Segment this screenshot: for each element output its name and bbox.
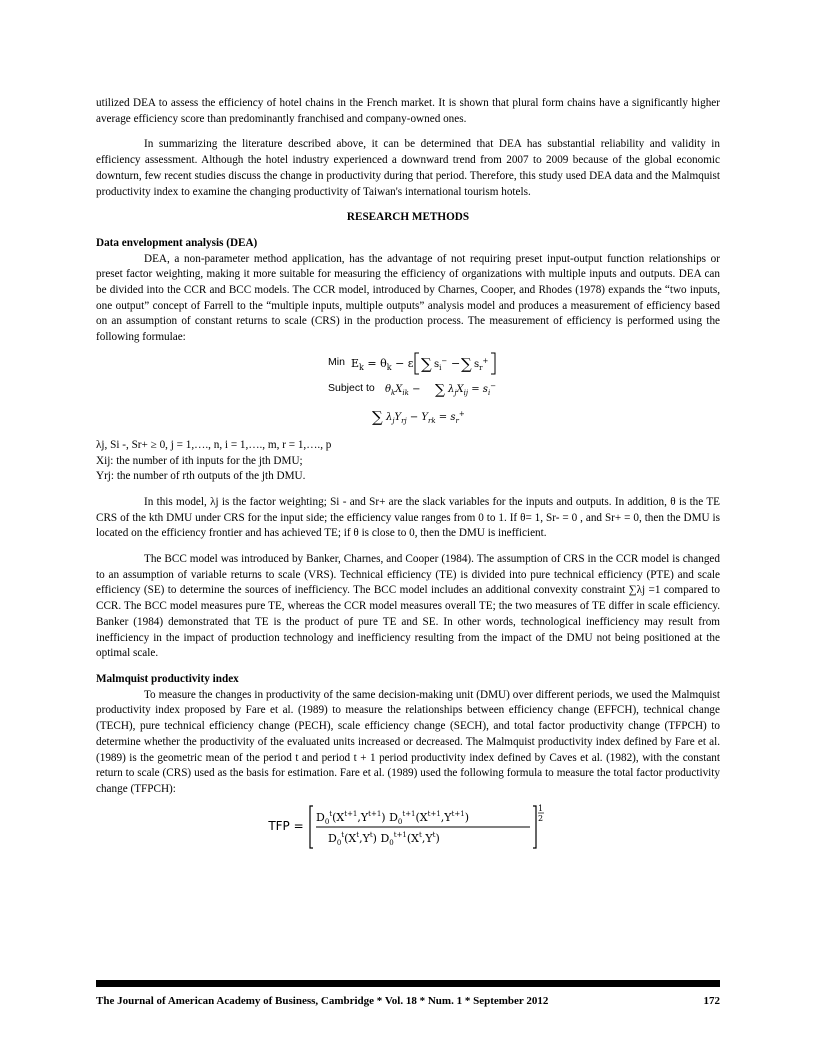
journal-citation: The Journal of American Academy of Business, Cambridge * Vol. 18 * Num. 1 * September 2012 bbox=[96, 995, 549, 1007]
page-number: 172 bbox=[703, 995, 720, 1007]
tfp-label: TFP = bbox=[268, 818, 304, 833]
paragraph: In this model, λj is the factor weighting; Si - and Sr+ are the slack variables for the inputs and outputs. In addition, θ is the TE CRS of the kth DMU under CRS for the input side; the efficiency value ranges from 0 to 1. If θ= 1, Sr- = 0 , and Sr+ = 0, then the DMU is located on the efficiency frontier and has achieved TE; if θ is close to 0, then the DMU is inefficient. bbox=[96, 495, 720, 540]
svg-text:∑: ∑ bbox=[420, 354, 432, 373]
constraint-equation-2 bbox=[372, 402, 720, 432]
paragraph: In summarizing the literature described above, it can be determined that DEA has substantial reliability and validity in efficiency assessment. Although the hotel industry experienced a downward trend from 2007 to 2009 because of the global economic downturn, few recent studies discuss the change in productivity during that period. Therefore, this study used DEA data and the Malmquist productivity index to examine the changing productivity of Taiwan's international tourism hotels. bbox=[96, 138, 720, 198]
svg-text:λjXij = si−: $\lambda_jX_{ij} = s_i^-$ bbox=[447, 381, 496, 397]
svg-text:∑: ∑ bbox=[460, 354, 472, 373]
footer-rule bbox=[96, 980, 720, 987]
input-constraint-formula bbox=[385, 376, 585, 402]
output-definition: Yrj: the number of rth outputs of the jth DMU. bbox=[96, 470, 306, 483]
min-label: Min bbox=[328, 355, 345, 368]
svg-text:sr+: $s_r^+$ bbox=[473, 356, 489, 372]
subsection-heading-dea: Data envelopment analysis (DEA) bbox=[96, 236, 258, 249]
objective-equation bbox=[328, 350, 720, 376]
input-definition: Xij: the number of ith inputs for the jth DMU; bbox=[96, 454, 303, 467]
constraint-equation-1 bbox=[328, 376, 720, 402]
tfp-formula bbox=[308, 802, 548, 852]
svg-text:λjYrj − Yrk = sr+: $\lambda_jY_{rj} - Y_{rk} = s_r^+$ bbox=[386, 409, 465, 425]
ccr-equations bbox=[96, 350, 720, 432]
constraint-definitions: λj, Si -, Sr+ ≥ 0, j = 1,…., n, i = 1,…., m, r = 1,…., p bbox=[96, 438, 332, 451]
page-footer bbox=[96, 994, 720, 1010]
paragraph: The BCC model was introduced by Banker, Charnes, and Cooper (1984). The assumption of CRS in the CCR model is changed to an assumption of variable returns to scale (VRS). Technical efficiency (TE) is divided into pure technical efficiency (PTE) and scale efficiency (SE) to determine the sources of inefficiency. The BCC model includes an additional convexity constraint ∑λj =1 compared to CCR. The BCC model measures pure TE, whereas the CCR model measures overall TE; the two measures of TE differ in scale efficiency. Banker (1984) demonstrated that TE is the product of pure TE and SE. In other words, technological inefficiency may result from inefficiency in the impact of production technology and inefficiency resulting from the impact of the DMU not being positioned at the optimal scale. bbox=[96, 553, 720, 660]
section-title: RESEARCH METHODS bbox=[346, 211, 470, 224]
svg-text:∑: ∑ bbox=[434, 381, 445, 398]
svg-text:θkXik −: $\theta_kX_{ik}$ − bbox=[384, 383, 421, 397]
svg-text:si−: $s_i^-$ bbox=[433, 356, 448, 372]
paragraph: utilized DEA to assess the efficiency of hotel chains in the French market. It is shown that plural form chains have a significantly higher average efficiency score than predominantly franchised and company-owned ones. bbox=[96, 97, 720, 125]
subsection-heading-malmquist: Malmquist productivity index bbox=[96, 672, 239, 685]
paragraph: DEA, a non-parameter method application, has the advantage of not requiring preset input-output function relationships or preset factor weighting, making it more suitable for measuring the efficiency of organizations with multiple inputs and outputs. DEA can be divided into the CCR and BCC models. The CCR model, introduced by Charnes, Cooper, and Rhodes (1978) expands the “two inputs, one output” concept of Farrell to the “multiple inputs, multiple outputs” analysis model and produces a measurement of efficiency based on an assumption of constant returns to scale (CRS) in the production process. The measurement of efficiency is performed using the following formulae: bbox=[96, 252, 720, 344]
svg-text:D0t(Xt,Yt) D0t+1(Xt,Y: $D_0^t(X^t,Y^t)$ $D_0^{t+1}(X^t,Y^t)$ bbox=[327, 830, 440, 847]
tfp-equation bbox=[96, 802, 720, 852]
subject-to-label: Subject to bbox=[328, 381, 375, 394]
paragraph: To measure the changes in productivity of the same decision-making unit (DMU) over different periods, we used the Malmquist productivity index proposed by Fare et al. (1989) to measure the relationships between efficiency change (EFFCH), technical change (TECH), pure technical efficiency change (PECH), scale efficiency change (SECH), and total factor productivity change (TFPCH) to determine whether the productivity of the evaluated units increased or decreased. The Malmquist productivity index defined by Fare et al. (1989) is the geometric mean of the period t and period t + 1 period productivity index defined by Caves et al. (1982), with the constant return to scale (CRS) used as the basis for estimation. Fare et al. (1989) used the following formula to measure the total factor productivity change (TFPCH): bbox=[96, 688, 720, 795]
output-constraint-formula bbox=[372, 402, 532, 432]
svg-text:D0t(Xt+1,Yt+1) D0t+1(Xt+1,Yt+1: $D_0^t(X^{t+1},Y^{t+1})$ $D_0^{t+1}(X^{t+1},Y^{t+1})$ bbox=[315, 809, 469, 826]
svg-text:−: − bbox=[450, 356, 461, 370]
objective-formula bbox=[351, 350, 541, 376]
svg-text:∑: ∑ bbox=[372, 407, 383, 426]
svg-text:Ek = θk − ε: $E_k = \theta_k - \varepsilon$ bbox=[350, 356, 414, 372]
svg-text:1: 1 bbox=[537, 803, 543, 813]
svg-text:2: 2 bbox=[537, 813, 543, 823]
page-body bbox=[96, 96, 720, 852]
